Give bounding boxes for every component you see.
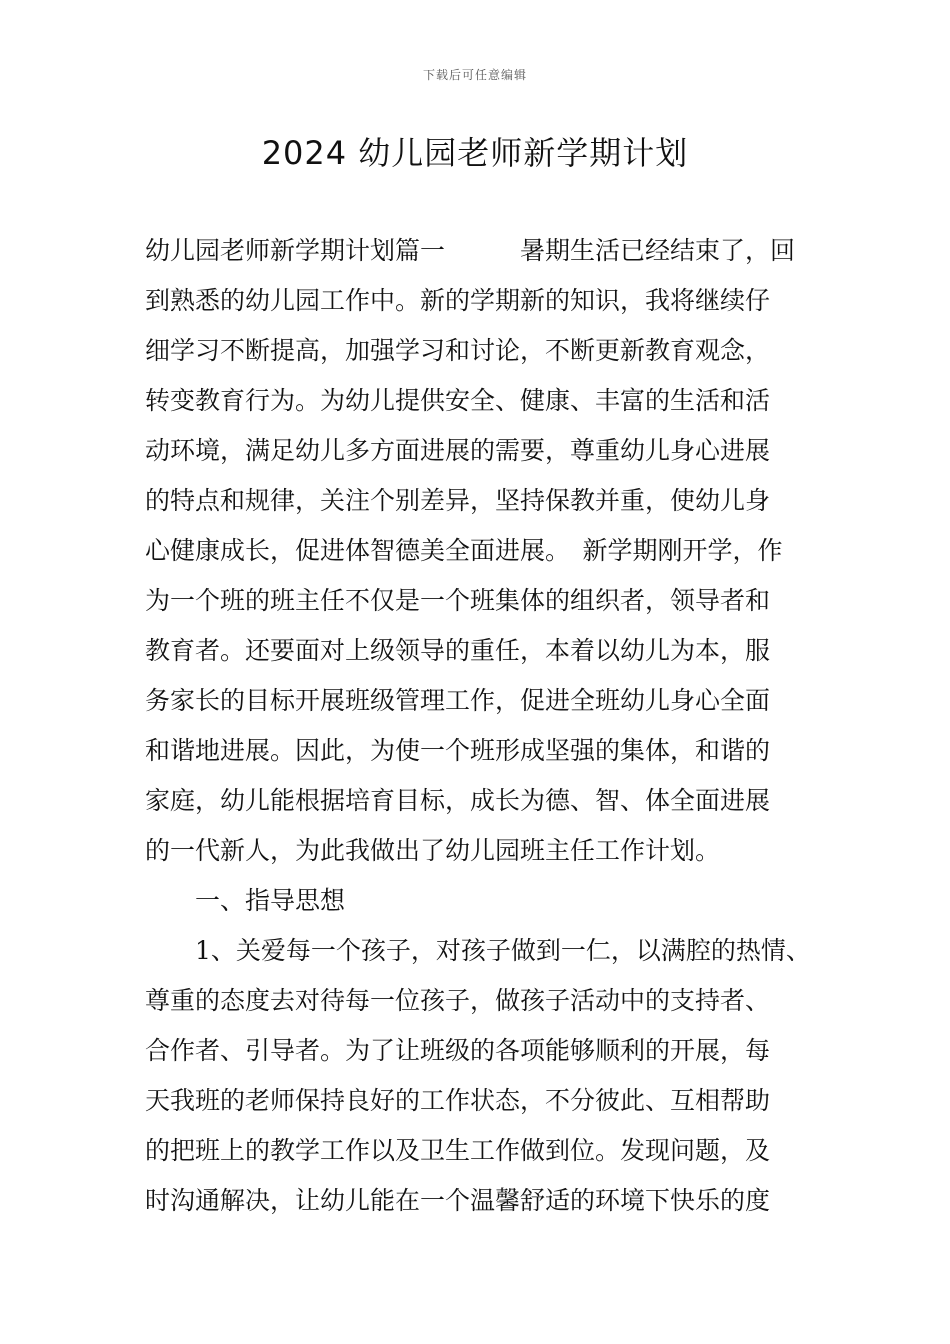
- body-line: 尊重的态度去对待每一位孩子，做孩子活动中的支持者、: [145, 986, 771, 1015]
- body-line: 的一代新人，为此我做出了幼儿园班主任工作计划。: [145, 836, 721, 865]
- body-line: 时沟通解决，让幼儿能在一个温馨舒适的环境下快乐的度: [145, 1186, 771, 1215]
- body-line: 务家长的目标开展班级管理工作，促进全班幼儿身心全面: [145, 686, 771, 715]
- body-line: 天我班的老师保持良好的工作状态，不分彼此、互相帮助: [145, 1086, 771, 1115]
- body-line: 教育者。还要面对上级领导的重任，本着以幼儿为本，服: [145, 636, 771, 665]
- body-line: 为一个班的班主任不仅是一个班集体的组织者，领导者和: [145, 586, 771, 615]
- body-line: 合作者、引导者。为了让班级的各项能够顺利的开展，每: [145, 1036, 771, 1065]
- body-line: 心健康成长，促进体智德美全面进展。 新学期刚开学，作: [145, 536, 783, 565]
- body-line: 幼儿园老师新学期计划篇一 暑期生活已经结束了，回: [145, 236, 796, 265]
- body-line: 和谐地进展。因此，为使一个班形成坚强的集体，和谐的: [145, 736, 771, 765]
- body-line: 家庭，幼儿能根据培育目标，成长为德、智、体全面进展: [145, 786, 771, 815]
- body-line: 动环境，满足幼儿多方面进展的需要，尊重幼儿身心进展: [145, 436, 771, 465]
- body-line: 细学习不断提高，加强学习和讨论，不断更新教育观念，: [145, 336, 771, 365]
- document-title: 2024 幼儿园老师新学期计划: [261, 134, 689, 172]
- body-line: 转变教育行为。为幼儿提供安全、健康、丰富的生活和活: [145, 386, 771, 415]
- body-line: 的把班上的教学工作以及卫生工作做到位。发现问题，及: [145, 1136, 771, 1165]
- body-line: 到熟悉的幼儿园工作中。新的学期新的知识，我将继续仔: [145, 286, 771, 315]
- section-heading: 一、指导思想: [195, 886, 346, 915]
- body-line: 1、关爱每一个孩子，对孩子做到一仁，以满腔的热情、: [195, 936, 811, 965]
- body-line: 的特点和规律，关注个别差异，坚持保教并重，使幼儿身: [145, 486, 771, 515]
- document-body: [145, 226, 845, 1226]
- header-note: 下载后可任意编辑: [422, 68, 527, 82]
